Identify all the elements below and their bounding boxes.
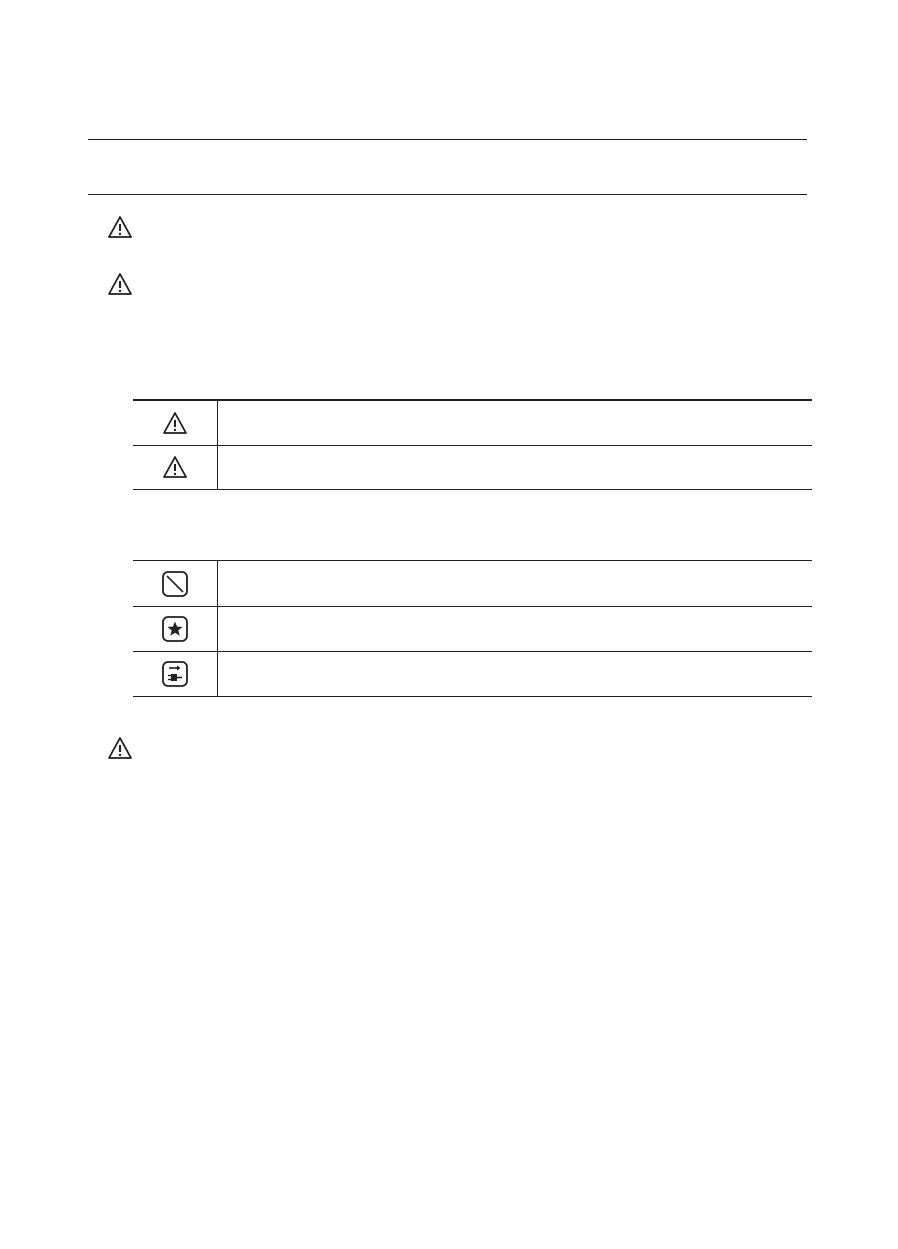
- symbol-description: [218, 400, 813, 445]
- unplug-icon: [161, 660, 189, 688]
- symbol-cell: [133, 652, 218, 697]
- header-bottom-rule: [88, 194, 807, 195]
- table-row: [133, 607, 812, 652]
- symbol-description: [218, 607, 813, 652]
- header-top-rule: [88, 139, 807, 140]
- warning-triangle-icon: [107, 736, 133, 760]
- warning-symbols-table: [133, 399, 812, 490]
- warning-triangle-icon: [107, 215, 133, 239]
- page-title: [88, 150, 807, 184]
- prohibited-icon: [161, 570, 189, 598]
- table-row: [133, 652, 812, 697]
- star-icon: [161, 615, 189, 643]
- symbol-description: [218, 561, 813, 607]
- symbol-cell: [133, 445, 218, 489]
- symbol-description: [218, 652, 813, 697]
- symbol-cell: [133, 400, 218, 445]
- symbol-description: [218, 445, 813, 489]
- warning-triangle-icon: [107, 272, 133, 296]
- warning-triangle-icon: [161, 453, 189, 481]
- warning-triangle-icon: [161, 409, 189, 437]
- table-row: [133, 561, 812, 607]
- other-symbols-table: [133, 560, 812, 697]
- table-row: [133, 400, 812, 445]
- symbol-cell: [133, 607, 218, 652]
- table-row: [133, 445, 812, 489]
- symbol-cell: [133, 561, 218, 607]
